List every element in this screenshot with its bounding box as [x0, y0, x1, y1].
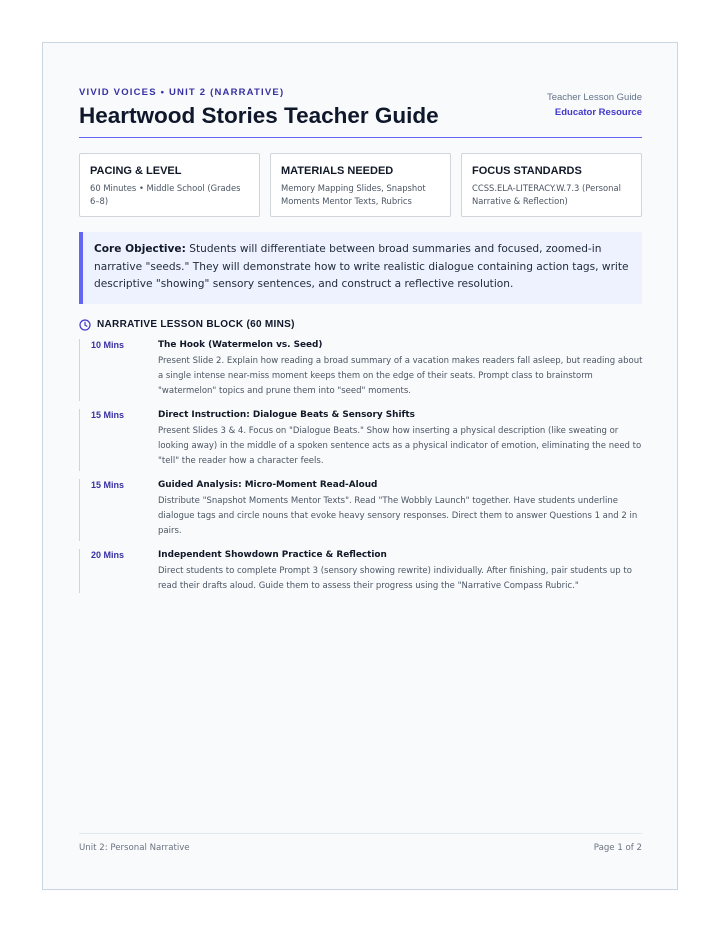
info-cards [79, 153, 642, 217]
card-text: 60 Minutes • Middle School (Grades 6–8) [90, 183, 241, 206]
card-title: FOCUS STANDARDS [472, 165, 582, 177]
row-content [158, 479, 643, 539]
row-content [158, 549, 643, 594]
core-objective-callout [79, 232, 642, 304]
card-text: Memory Mapping Slides, Snapshot Moments Mentor Texts, Rubrics [281, 183, 426, 206]
card-materials [270, 153, 451, 217]
row-description: Present Slides 3 & 4. Focus on "Dialogue Beats." Show how inserting a physical description (like sweating or looking away) in the middle of a spoken sentence acts as a physical indicator of emotion, eliminating the need to "tell" the reader how a character feels. [158, 426, 642, 466]
row-description: Direct students to complete Prompt 3 (sensory showing rewrite) individually. After finishing, pair students up to read their drafts aloud. Guide them to assess their progress using the "Narrative Compass Rubric." [158, 566, 632, 591]
lesson-row [79, 479, 642, 541]
page-number: Page 1 of 2 [593, 843, 642, 853]
resource-label: Educator Resource [554, 107, 642, 118]
lesson-row [79, 549, 642, 593]
page-footer [79, 833, 642, 857]
row-description: Distribute "Snapshot Moments Mentor Texts". Read "The Wobbly Launch" together. Have students underline dialogue tags and circle nouns that evoke heavy sensory responses. Direct them to answer Questions 1 and 2 in pairs. [158, 496, 638, 536]
row-title: The Hook (Watermelon vs. Seed) [158, 340, 323, 350]
row-description: Present Slide 2. Explain how reading a broad summary of a vacation makes readers fall asleep, but reading about a single intense near-miss moment keeps them on the edge of their seats. Prompt class to brainstorm "watermelon" topics and prune them into "seed" moments. [158, 356, 643, 396]
footer-unit-label: Unit 2: Personal Narrative [79, 843, 190, 853]
card-title: MATERIALS NEEDED [281, 165, 394, 177]
document-page [42, 42, 678, 890]
row-content [158, 339, 643, 399]
card-standards [461, 153, 642, 217]
objective-text: Students will differentiate between broad summaries and focused, zoomed-in narrative "seeds." They will demonstrate how to write realistic dialogue containing action tags, write descriptive "showing" sensory sentences, and construct a reflective resolution. [94, 243, 629, 290]
page-title: Heartwood Stories Teacher Guide [79, 103, 439, 128]
clock-icon [79, 319, 91, 331]
row-duration: 15 Mins [91, 480, 125, 490]
card-pacing-level [79, 153, 260, 217]
row-duration: 20 Mins [91, 550, 125, 560]
lesson-row [79, 409, 642, 471]
row-title: Direct Instruction: Dialogue Beats & Sensory Shifts [158, 410, 415, 420]
lesson-row [79, 339, 642, 401]
row-duration: 15 Mins [91, 410, 125, 420]
unit-kicker: VIVID VOICES • UNIT 2 (NARRATIVE) [79, 87, 285, 98]
row-duration: 10 Mins [91, 340, 125, 350]
row-title: Independent Showdown Practice & Reflection [158, 550, 387, 560]
lesson-block-heading [79, 319, 479, 333]
card-text: CCSS.ELA-LITERACY.W.7.3 (Personal Narrative & Reflection) [472, 183, 621, 206]
objective-lead: Core Objective: [94, 243, 186, 255]
card-title: PACING & LEVEL [90, 165, 182, 177]
row-title: Guided Analysis: Micro-Moment Read-Aloud [158, 480, 378, 490]
lesson-block-title: NARRATIVE LESSON BLOCK (60 MINS) [97, 319, 295, 330]
row-content [158, 409, 643, 469]
page-header [79, 85, 642, 138]
doc-type-label: Teacher Lesson Guide [546, 92, 642, 103]
